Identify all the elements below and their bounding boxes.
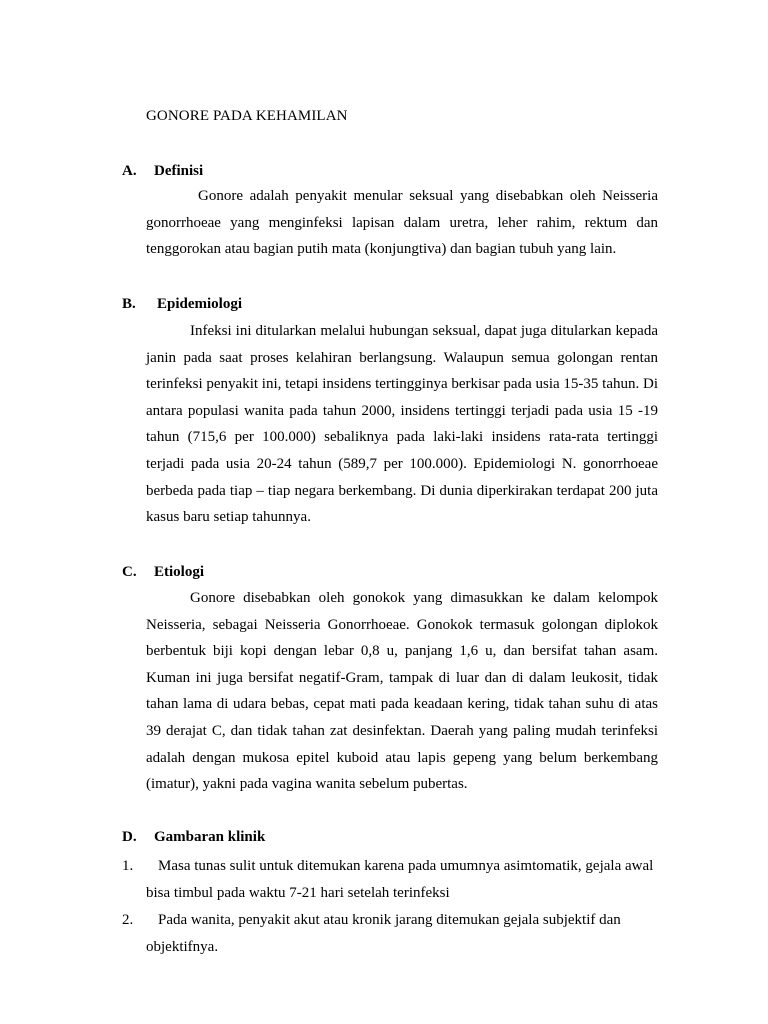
paragraph-definisi: Gonore adalah penyakit menular seksual yang disebabkan oleh Neisseria gonorrhoeae yang menginfeksi lapisan dalam uretra, leher rahim, rektum dan tenggorokan atau bagian putih mata (konjungtiva) dan bagian tubuh yang lain.: [146, 188, 658, 258]
list-item-number: 2.: [122, 912, 134, 928]
section-letter: D.: [122, 829, 137, 845]
section-heading-epidemiologi: [122, 296, 242, 313]
document-title: GONORE PADA KEHAMILAN: [146, 108, 348, 124]
section-heading-etiologi: [122, 564, 204, 581]
paragraph-etiologi: Gonore disebabkan oleh gonokok yang dimasukkan ke dalam kelompok Neisseria, sebagai Neisseria Gonorrhoeae. Gonokok termasuk golongan diplokok berbentuk biji kopi dengan lebar 0,8 u, panjang 1,6 u, dan bersifat tahan asam. Kuman ini juga bersifat negatif-Gram, tampak di luar dan di dalam leukosit, tidak tahan lama di udara bebas, cepat mati pada keadaan kering, tidak tahan suhu di atas 39 derajat C, dan tidak tahan zat desinfektan. Daerah yang paling mudah terinfeksi adalah dengan mukosa epitel kuboid atau lapis gepeng yang belum berkembang (imatur), yakni pada vagina wanita sebelum pubertas.: [146, 590, 658, 793]
section-title: Etiologi: [154, 564, 205, 580]
list-item-text: Pada wanita, penyakit akut atau kronik jarang ditemukan gejala subjektif dan objektifnya.: [146, 912, 621, 955]
paragraph-epidemiologi: Infeksi ini ditularkan melalui hubungan seksual, dapat juga ditularkan kepada janin pada saat proses kelahiran berlangsung. Walaupun semua golongan rentan terinfeksi penyakit ini, tetapi insidens tertingginya berkisar pada usia 15-35 tahun. Di antara populasi wanita pada tahun 2000, insidens tertinggi terjadi pada usia 15 -19 tahun (715,6 per 100.000) sebaliknya pada laki-laki insidens rata-rata tertinggi terjadi pada usia 20-24 tahun (589,7 per 100.000). Epidemiologi N. gonorrhoeae berbeda pada tiap – tiap negara berkembang. Di dunia diperkirakan terdapat 200 juta kasus baru setiap tahunnya.: [146, 323, 658, 526]
section-letter: B.: [122, 296, 136, 312]
list-item-number: 1.: [122, 858, 134, 874]
section-title: Definisi: [154, 163, 204, 179]
section-letter: A.: [122, 163, 137, 179]
section-heading-gambaran-klinik: [122, 829, 265, 846]
section-title: Gambaran klinik: [154, 829, 266, 845]
list-item: [122, 907, 662, 961]
list-item-text: Masa tunas sulit untuk ditemukan karena pada umumnya asimtomatik, gejala awal bisa timbul pada waktu 7-21 hari setelah terinfeksi: [146, 858, 654, 901]
section-title: Epidemiologi: [157, 296, 243, 312]
section-letter: C.: [122, 564, 137, 580]
list-item: [122, 853, 662, 907]
section-heading-definisi: [122, 163, 203, 180]
